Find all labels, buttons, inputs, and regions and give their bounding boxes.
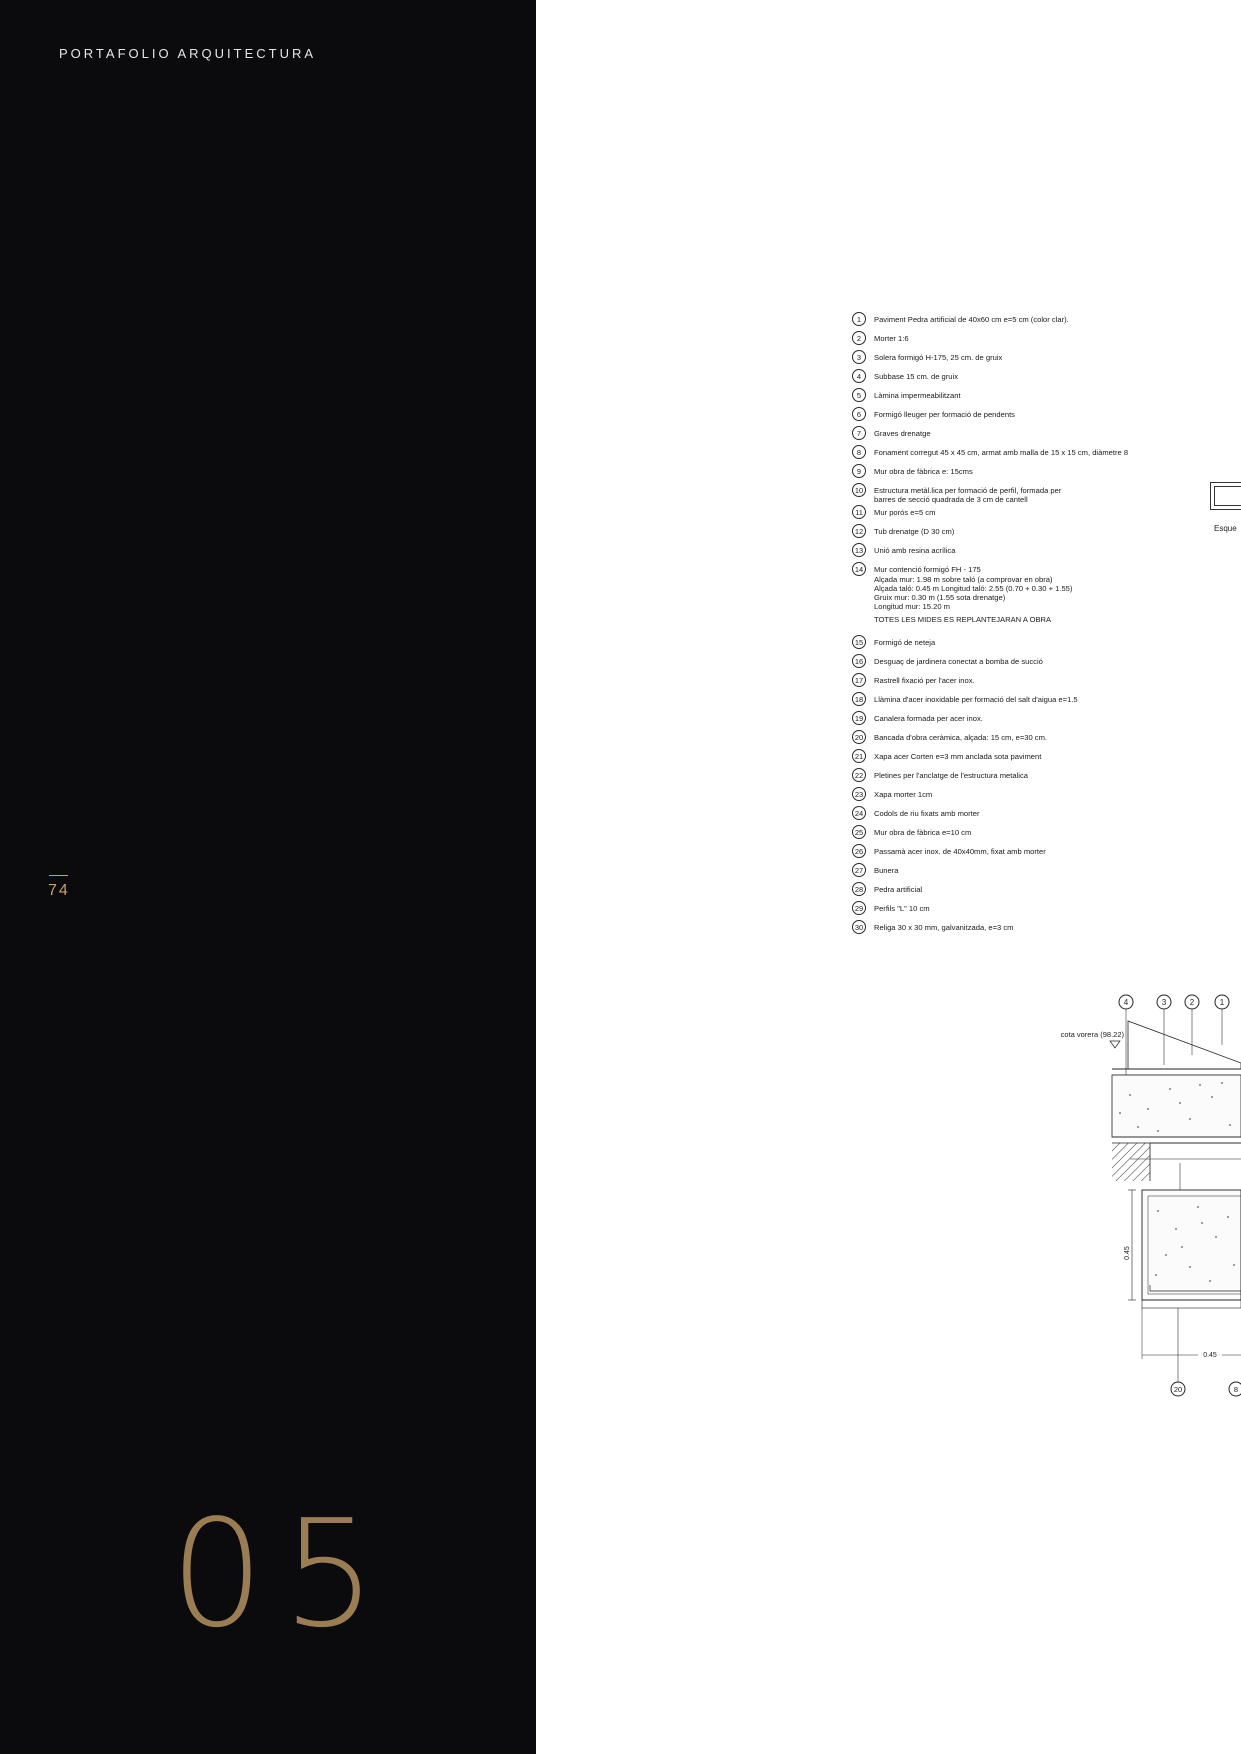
construction-legend — [852, 314, 1182, 941]
legend-text: Subbase 15 cm. de gruix — [874, 372, 959, 381]
legend-item — [852, 884, 1182, 900]
legend-text: Bancada d'obra ceràmica, alçada: 15 cm, e=30 cm. — [874, 733, 1048, 743]
legend-item — [852, 526, 1182, 542]
dimension-horizontal: 0.45 — [1203, 1352, 1217, 1359]
legend-number-circle: 17 — [852, 673, 866, 687]
legend-number-circle: 1 — [852, 312, 866, 326]
page-number: 74 — [48, 882, 70, 899]
legend-text: Mur contenció formigó FH - 175 Alçada mur: 1.98 m sobre taló (a comprovar en obra) Alçada taló: 0.45 m Longitud taló: 2.55 (0.70 + 0.30 + 1.55) Gruix mur: 0.30 m (1.55 sota drenatge) Longitud mur: 15.20 m — [874, 565, 1073, 612]
legend-text: Xapa morter 1cm — [874, 790, 933, 800]
legend-item — [852, 865, 1182, 881]
legend-note: TOTES LES MIDES ES REPLANTEJARAN A OBRA — [874, 615, 1052, 625]
top-markers — [1119, 995, 1229, 1075]
legend-number-circle: 16 — [852, 654, 866, 668]
legend-item — [852, 789, 1182, 805]
legend-number-circle: 24 — [852, 806, 866, 820]
legend-item — [852, 352, 1182, 368]
legend-number-circle: 9 — [852, 464, 866, 478]
legend-item — [852, 713, 1182, 729]
legend-number-circle: 12 — [852, 524, 866, 538]
marker-4: 4 — [1123, 998, 1129, 1007]
legend-item — [852, 694, 1182, 710]
chapter-number: 05 — [170, 1488, 395, 1660]
legend-number-circle: 11 — [852, 505, 866, 519]
legend-item — [852, 390, 1182, 406]
legend-number-circle: 23 — [852, 787, 866, 801]
legend-number-circle: 18 — [852, 692, 866, 706]
legend-item — [852, 808, 1182, 824]
legend-text: Canalera formada per acer inox. — [874, 714, 983, 724]
legend-item — [852, 846, 1182, 862]
legend-number-circle: 22 — [852, 768, 866, 782]
legend-number-circle: 28 — [852, 882, 866, 896]
legend-number-circle: 14 — [852, 562, 866, 576]
legend-number-circle: 5 — [852, 388, 866, 402]
legend-text: Pletines per l'anclatge de l'estructura metalica — [874, 771, 1029, 781]
legend-item — [852, 656, 1182, 672]
legend-item — [852, 751, 1182, 767]
legend-text: Mur obra de fàbrica e: 15cms — [874, 467, 973, 476]
legend-item — [852, 428, 1182, 444]
legend-number-circle: 29 — [852, 901, 866, 915]
legend-item — [852, 827, 1182, 843]
legend-text: Fonament corregut 45 x 45 cm, armat amb malla de 15 x 15 cm, diàmetre 8 — [874, 448, 1129, 457]
legend-text: Mur porós e=5 cm — [874, 508, 936, 518]
legend-item — [852, 922, 1182, 938]
legend-item — [852, 545, 1182, 561]
legend-text: Paviment Pedra artificial de 40x60 cm e=5 cm (color clar). — [874, 315, 1069, 324]
legend-text: Codols de riu fixats amb morter — [874, 809, 980, 819]
page-number-rule — [49, 875, 68, 876]
legend-text: Religa 30 x 30 mm, galvanitzada, e=3 cm — [874, 923, 1014, 933]
legend-item — [852, 732, 1182, 748]
legend-text: Bunera — [874, 866, 899, 876]
legend-text: Tub drenatge (D 30 cm) — [874, 527, 955, 537]
legend-text: Estructura metàl.lica per formació de perfil, formada per barres de secció quadrada de 3 cm de cantell — [874, 486, 1062, 505]
legend-text: Rastrell fixació per l'acer inox. — [874, 676, 975, 686]
legend-number-circle: 19 — [852, 711, 866, 725]
legend-text: Làmina impermeabilitzant — [874, 391, 961, 400]
legend-item — [852, 333, 1182, 349]
marker-2: 2 — [1189, 998, 1195, 1007]
profile-detail-drawing — [1210, 482, 1241, 510]
legend-text: Unió amb resina acrílica — [874, 546, 956, 556]
legend-number-circle: 13 — [852, 543, 866, 557]
legend-number-circle: 26 — [852, 844, 866, 858]
legend-item — [852, 314, 1182, 330]
legend-number-circle: 20 — [852, 730, 866, 744]
legend-number-circle: 10 — [852, 483, 866, 497]
legend-item — [852, 447, 1182, 463]
detail-label: Esque — [1214, 524, 1237, 533]
legend-item — [852, 903, 1182, 919]
legend-number-circle: 27 — [852, 863, 866, 877]
left-panel — [0, 0, 536, 1754]
legend-text: Formigó de neteja — [874, 638, 936, 648]
legend-number-circle: 7 — [852, 426, 866, 440]
legend-text: Llàmina d'acer inoxidable per formació del salt d'aigua e=1.5 — [874, 695, 1078, 705]
cota-label: cota vorera (98.22) — [1060, 1030, 1124, 1039]
legend-text: Graves drenatge — [874, 429, 931, 438]
legend-number-circle: 6 — [852, 407, 866, 421]
legend-item — [852, 770, 1182, 786]
legend-text: Mur obra de fàbrica e=10 cm — [874, 828, 972, 838]
legend-item — [852, 637, 1182, 653]
marker-1: 1 — [1219, 998, 1225, 1007]
portfolio-header-title: PORTAFOLIO ARQUITECTURA — [59, 46, 317, 61]
legend-number-circle: 3 — [852, 350, 866, 364]
legend-item — [852, 409, 1182, 425]
legend-number-circle: 21 — [852, 749, 866, 763]
legend-item — [852, 507, 1182, 523]
legend-text: Perfils "L" 10 cm — [874, 904, 930, 914]
legend-item — [852, 564, 1182, 634]
legend-text: Desguaç de jardinera conectat a bomba de succió — [874, 657, 1043, 667]
legend-number-circle: 15 — [852, 635, 866, 649]
legend-number-circle: 8 — [852, 445, 866, 459]
legend-text: Xapa acer Corten e=3 mm anclada sota paviment — [874, 752, 1042, 762]
legend-text: Morter 1:6 — [874, 334, 909, 343]
marker-8: 8 — [1233, 1385, 1239, 1394]
legend-text: Solera formigó H-175, 25 cm. de gruix — [874, 353, 1003, 362]
legend-text: Passamà acer inox. de 40x40mm, fixat amb morter — [874, 847, 1046, 857]
legend-item — [852, 371, 1182, 387]
legend-item — [852, 485, 1182, 504]
legend-text: Pedra artificial — [874, 885, 923, 895]
legend-number-circle: 30 — [852, 920, 866, 934]
legend-number-circle: 4 — [852, 369, 866, 383]
legend-item — [852, 466, 1182, 482]
legend-text: Formigó lleuger per formació de pendents — [874, 410, 1015, 419]
dimension-vertical: 0.45 — [1124, 1246, 1131, 1260]
marker-20: 20 — [1173, 1385, 1183, 1394]
construction-section-drawing — [1040, 985, 1241, 1405]
marker-3: 3 — [1161, 998, 1167, 1007]
legend-number-circle: 25 — [852, 825, 866, 839]
legend-item — [852, 675, 1182, 691]
legend-number-circle: 2 — [852, 331, 866, 345]
